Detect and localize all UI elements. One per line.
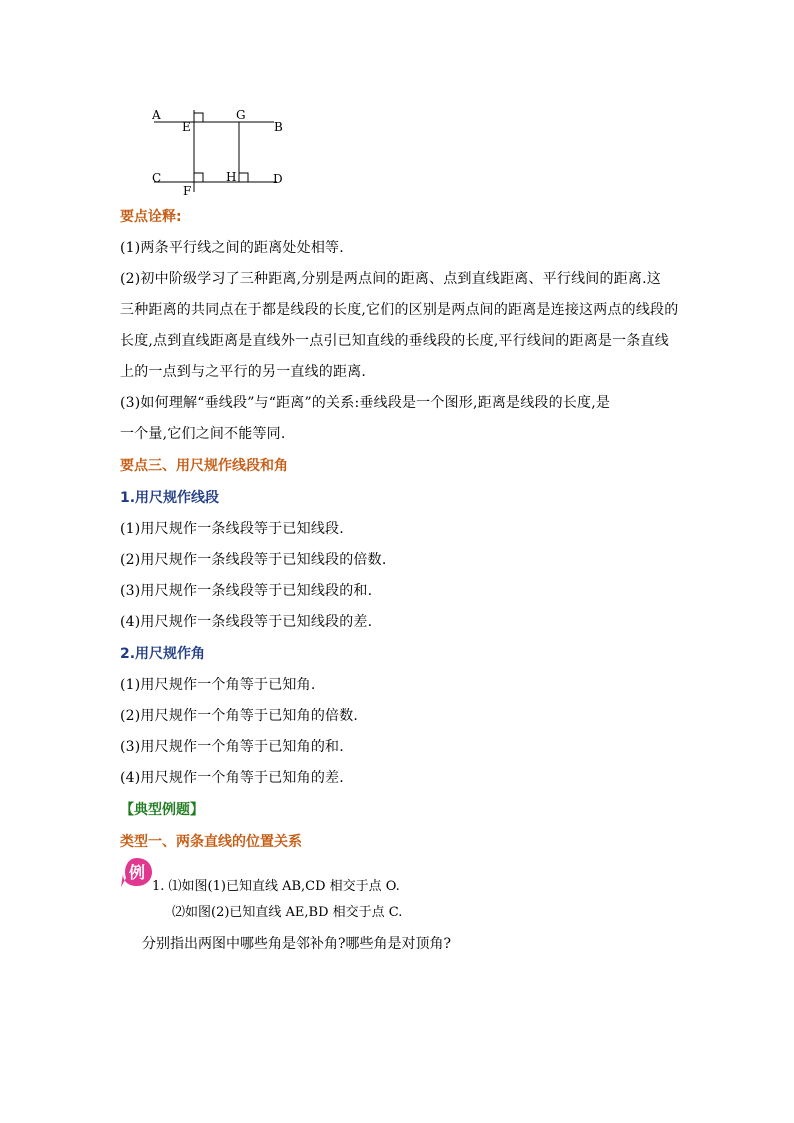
label-b: B bbox=[274, 120, 283, 134]
section-heading: 要点三、用尺规作线段和角 bbox=[120, 458, 288, 474]
list-item: (3)用尺规作一个角等于已知角的和. bbox=[120, 739, 344, 755]
right-angle-f bbox=[194, 173, 203, 182]
list-item: (1)用尺规作一个角等于已知角. bbox=[120, 677, 316, 693]
label-h: H bbox=[226, 170, 237, 184]
list-item: (3)用尺规作一条线段等于已知线段的和. bbox=[120, 583, 373, 599]
key-point-line: 一个量,它们之间不能等同. bbox=[120, 426, 286, 442]
label-c: C bbox=[152, 171, 162, 185]
problem-line: 1. ⑴如图(1)已知直线 AB,CD 相交于点 O. bbox=[152, 879, 400, 894]
subsection-heading: 1.用尺规作线段 bbox=[120, 490, 220, 506]
key-point-line: 三种距离的共同点在于都是线段的长度,它们的区别是两点间的距离是连接这两点的线段的 bbox=[120, 302, 679, 318]
subsection-heading: 2.用尺规作角 bbox=[120, 646, 206, 662]
key-point-line: 长度,点到直线距离是直线外一点引已知直线的垂线段的长度,平行线间的距离是一条直线 bbox=[120, 333, 669, 349]
type-heading: 类型一、两条直线的位置关系 bbox=[120, 834, 302, 850]
list-item: (2)用尺规作一个角等于已知角的倍数. bbox=[120, 708, 359, 724]
list-item: (2)用尺规作一条线段等于已知线段的倍数. bbox=[120, 552, 387, 568]
list-item: (4)用尺规作一个角等于已知角的差. bbox=[120, 770, 344, 786]
key-point-line: 上的一点到与之平行的另一直线的距离. bbox=[120, 364, 367, 380]
key-point-line: (3)如何理解“垂线段”与“距离”的关系:垂线段是一个图形,距离是线段的长度,是 bbox=[120, 395, 611, 411]
parallel-lines-figure bbox=[140, 100, 300, 200]
examples-heading: 【典型例题】 bbox=[120, 802, 204, 818]
label-d: D bbox=[273, 172, 283, 186]
example-badge-icon bbox=[120, 856, 154, 888]
key-point-line: (2)初中阶级学习了三种距离,分别是两点间的距离、点到直线距离、平行线间的距离.这 bbox=[120, 271, 661, 287]
label-f: F bbox=[183, 184, 192, 198]
key-point-line: (1)两条平行线之间的距离处处相等. bbox=[120, 240, 344, 256]
label-e: E bbox=[182, 120, 191, 134]
list-item: (4)用尺规作一条线段等于已知线段的差. bbox=[120, 614, 373, 630]
problem-line: ⑵如图(2)已知直线 AE,BD 相交于点 C. bbox=[172, 905, 403, 920]
badge-label: 例 bbox=[129, 863, 146, 882]
list-item: (1)用尺规作一条线段等于已知线段. bbox=[120, 521, 344, 537]
label-g: G bbox=[236, 108, 246, 122]
problem-question: 分别指出两图中哪些角是邻补角?哪些角是对顶角? bbox=[142, 936, 452, 952]
key-points-heading: 要点诠释: bbox=[120, 209, 182, 225]
right-angle-e bbox=[194, 113, 203, 122]
label-a: A bbox=[152, 108, 161, 122]
right-angle-h bbox=[239, 173, 248, 182]
